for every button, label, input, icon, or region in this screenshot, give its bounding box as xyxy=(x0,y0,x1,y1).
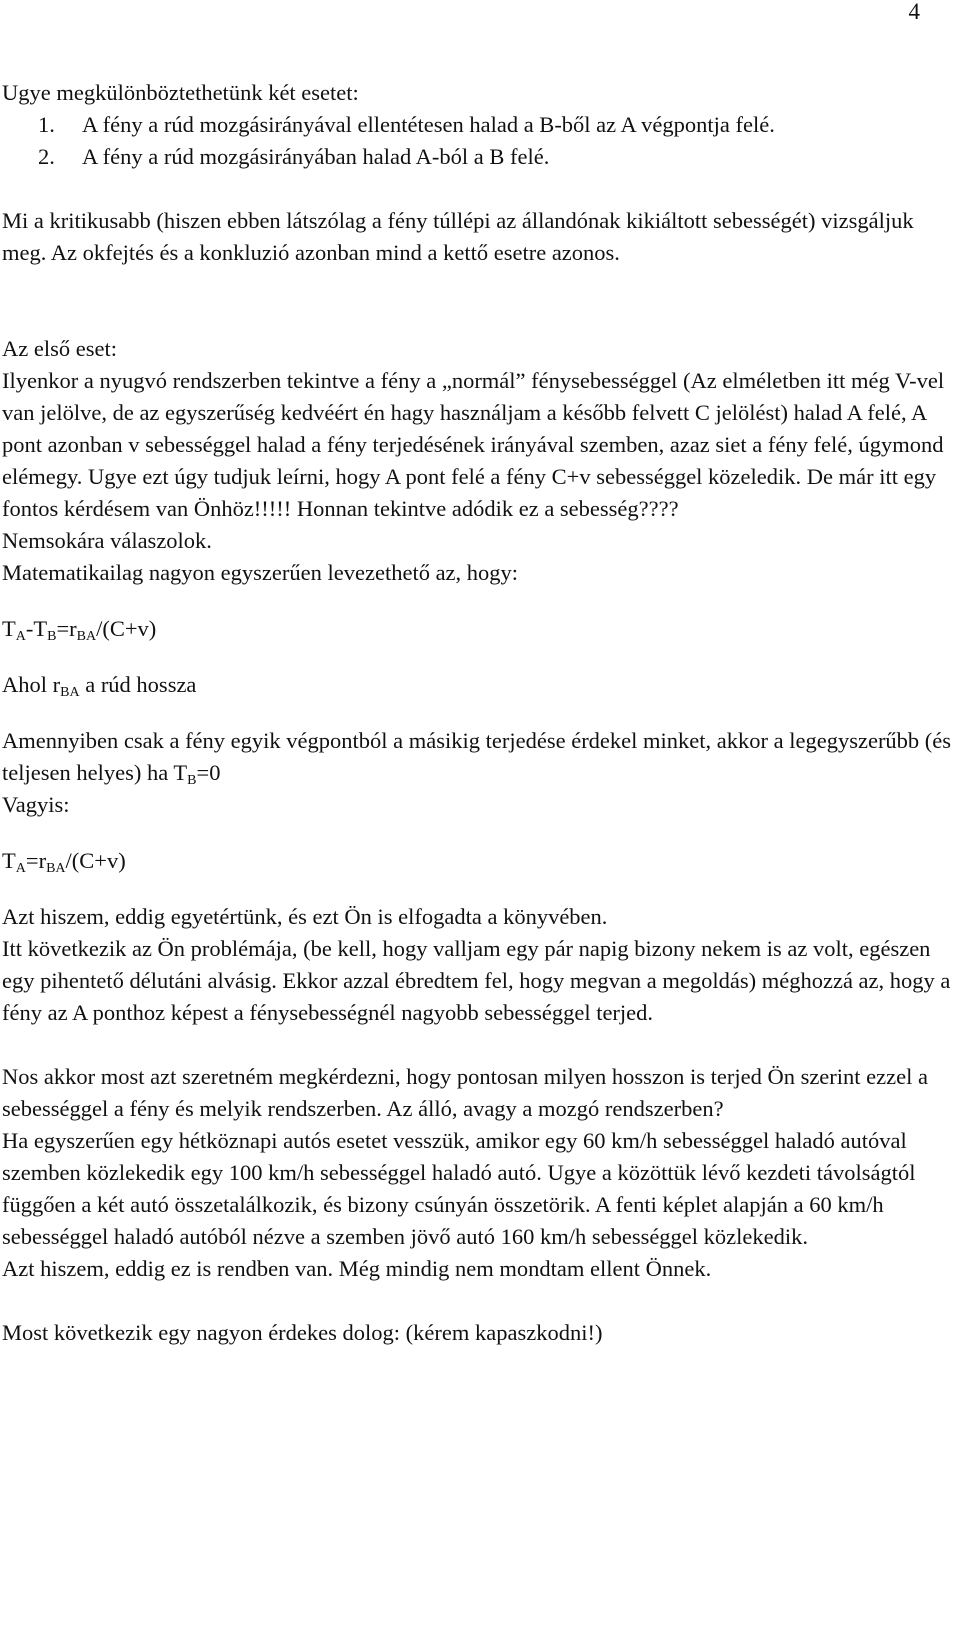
spacer xyxy=(2,1285,952,1317)
spacer xyxy=(2,701,952,725)
spacer xyxy=(2,645,952,669)
spacer xyxy=(2,821,952,845)
list-number: 2. xyxy=(38,144,55,169)
spacer xyxy=(2,173,952,205)
spacer xyxy=(2,877,952,901)
amennyiben-paragraph: Amennyiben csak a fény egyik végpontból a másikig terjedése érdekel minket, akkor a legegyszerűbb (és teljesen helyes) ha $T_B=0$ xyxy=(2,728,952,788)
list-item xyxy=(2,109,952,141)
intro-paragraph: Ugye megkülönböztethetünk két esetet: xyxy=(2,80,359,105)
vagyis-paragraph: Vagyis: xyxy=(2,792,70,817)
page-number: 4 xyxy=(908,0,920,24)
answer-soon-paragraph: Nemsokára válaszolok. xyxy=(2,528,212,553)
spacer xyxy=(2,269,952,333)
formula-2: $T_A=r_{BA}/(C+v)$ xyxy=(2,848,126,876)
question-paragraph: Nos akkor most azt szeretném megkérdezni, hogy pontosan milyen hosszon is terjed Ön szerint ezzel a sebességgel a fény és melyik rendszerben. Az álló, avagy a mozgó rendszerben? xyxy=(2,1064,928,1121)
list-text: A fény a rúd mozgásirányában halad A-ból a B felé. xyxy=(82,144,550,169)
cases-list xyxy=(2,109,952,173)
next-paragraph: Most következik egy nagyon érdekes dolog: (kérem kapaszkodni!) xyxy=(2,1320,603,1345)
spacer xyxy=(2,589,952,613)
where-paragraph: Ahol $r_{BA}$ a rúd hossza xyxy=(2,672,197,700)
list-item xyxy=(2,141,952,173)
problem-paragraph: Itt következik az Ön problémája, (be kell, hogy valljam egy pár napig bizony nekem is az volt, egészen egy pihentető délutáni alvásig. Ekkor azzal ébredtem fel, hogy megvan a megoldás) méghozzá az, hogy a fény az A ponthoz képest a fénysebességnél nagyobb sebességgel terjed. xyxy=(2,936,951,1025)
spacer xyxy=(2,1029,952,1061)
math-intro-paragraph: Matematikailag nagyon egyszerűen levezethető az, hogy: xyxy=(2,560,519,585)
list-number: 1. xyxy=(38,112,55,137)
document-body xyxy=(2,77,952,1349)
list-text: A fény a rúd mozgásirányával ellentétesen halad a B-ből az A végpontja felé. xyxy=(82,112,775,137)
critical-paragraph: Mi a kritikusabb (hiszen ebben látszólag a fény túllépi az állandónak kikiáltott sebességét) vizsgáljuk meg. Az okfejtés és a konkluzió azonban mind a kettő esetre azonos. xyxy=(2,208,914,265)
agree-paragraph: Azt hiszem, eddig egyetértünk, és ezt Ön is elfogadta a könyvében. xyxy=(2,904,608,929)
fine-paragraph: Azt hiszem, eddig ez is rendben van. Még mindig nem mondtam ellent Önnek. xyxy=(2,1256,712,1281)
first-case-heading: Az első eset: xyxy=(2,336,117,361)
formula-1: $T_A-T_B=r_{BA}/(C+v)$ xyxy=(2,616,157,644)
first-case-paragraph: Ilyenkor a nyugvó rendszerben tekintve a fény a „normál” fénysebességgel (Az elméletben itt még V-vel van jelölve, de az egyszerűség kedvéért én hagy használjam a később felvett C jelölést) halad A felé, A pont azonban v sebességgel halad a fény terjedésének irányával szemben, azaz siet a fény felé, úgymond elémegy. Ugye ezt úgy tudjuk leírni, hogy A pont felé a fény C+v sebességgel közeledik. De már itt egy fontos kérdésem van Önhöz!!!!! Honnan tekintve adódik ez a sebesség???? xyxy=(2,368,945,521)
car-paragraph: Ha egyszerűen egy hétköznapi autós esetet vesszük, amikor egy 60 km/h sebességgel haladó autóval szemben közlekedik egy 100 km/h sebességgel haladó autó. Ugye a közöttük lévő kezdeti távolságtól függően a két autó összetalálkozik, és bizony csúnyán összetörik. A fenti képlet alapján a 60 km/h sebességgel haladó autóból nézve a szemben jövő autó 160 km/h sebességgel közlekedik. xyxy=(2,1128,916,1249)
